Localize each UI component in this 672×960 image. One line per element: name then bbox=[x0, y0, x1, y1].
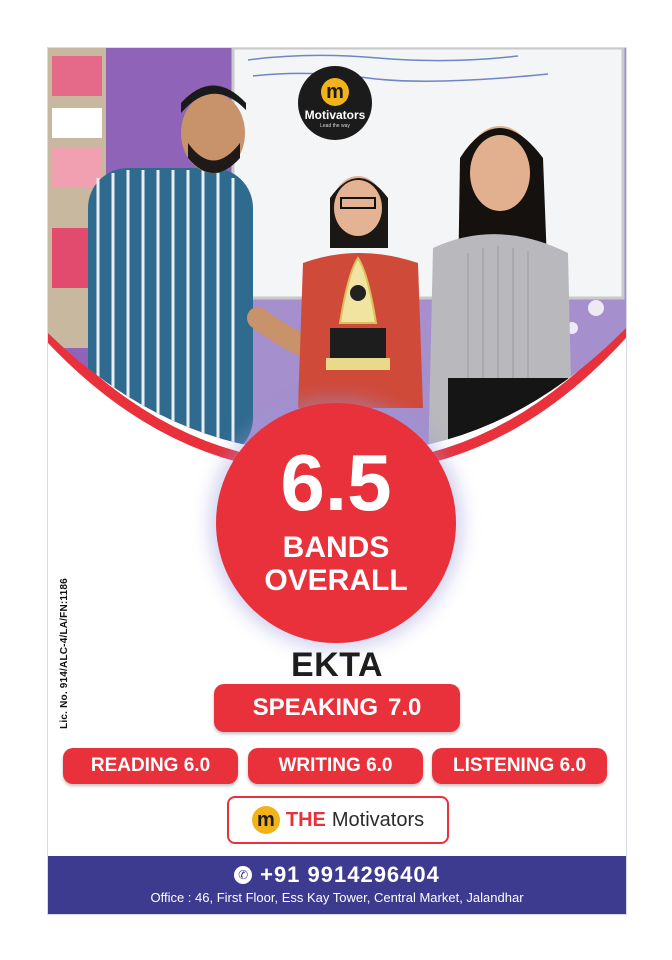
contact-footer bbox=[48, 856, 626, 914]
phone-icon: ✆ bbox=[234, 866, 252, 884]
photo-logo bbox=[298, 66, 372, 140]
score-label-line1: BANDS bbox=[282, 531, 390, 564]
writing-score-pill: WRITING 6.0 bbox=[248, 748, 423, 784]
office-address: Office : 46, First Floor, Ess Kay Tower, Central Market, Jalandhar bbox=[150, 890, 524, 905]
m-logo-icon: m bbox=[321, 78, 349, 106]
score-badge bbox=[216, 403, 456, 643]
score-value: 6.5 bbox=[280, 438, 392, 527]
photo-logo-name: Motivators bbox=[304, 107, 366, 122]
speaking-label: SPEAKING bbox=[252, 694, 378, 721]
poster-card bbox=[47, 47, 627, 915]
phone-row bbox=[48, 862, 626, 888]
brand-the: THE bbox=[285, 808, 326, 831]
brand-logo bbox=[227, 796, 449, 844]
m-logo-icon: m bbox=[252, 806, 280, 834]
score-label-line2: OVERALL bbox=[264, 564, 408, 597]
license-text: Lic. No. 914/ALC-4/LA/FN:1186 bbox=[58, 577, 70, 729]
phone-number[interactable]: +91 9914296404 bbox=[260, 862, 440, 887]
photo-logo-tagline: Lead the way bbox=[320, 122, 350, 129]
listening-score-pill: LISTENING 6.0 bbox=[432, 748, 607, 784]
student-name: EKTA bbox=[290, 646, 384, 684]
reading-score-pill: READING 6.0 bbox=[63, 748, 238, 784]
speaking-score-pill bbox=[214, 684, 460, 732]
speaking-score: 7.0 bbox=[387, 694, 422, 721]
brand-name: Motivators bbox=[331, 808, 425, 831]
